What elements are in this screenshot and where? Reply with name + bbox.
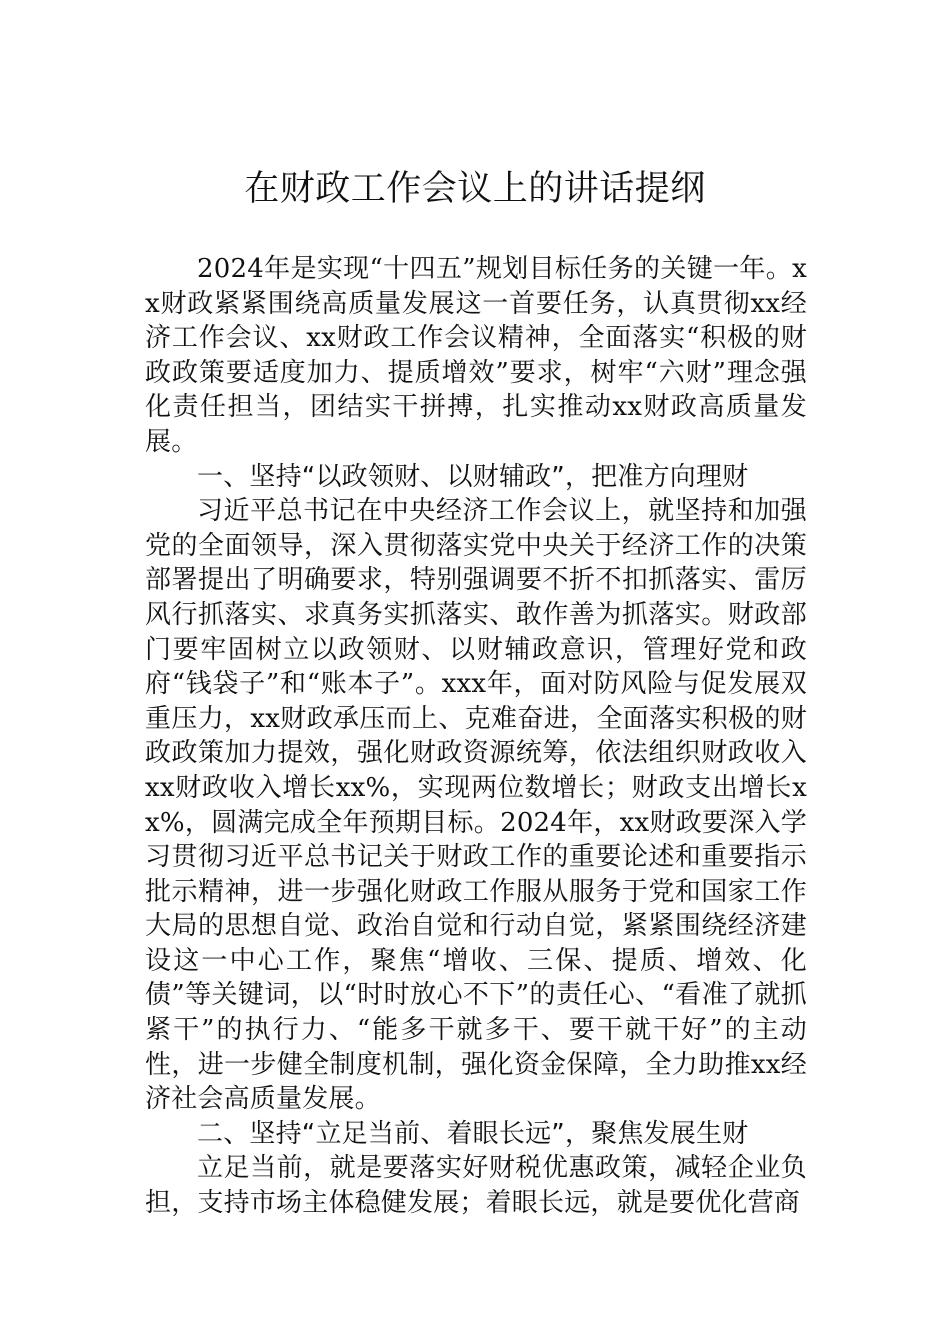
section-heading-1: 一、坚持“以政领财、以财辅政”，把准方向理财: [197, 461, 749, 492]
document-title: 在财政工作会议上的讲话提纲: [244, 169, 706, 209]
paragraph-section-1: 习近平总书记在中央经济工作会议上，就坚持和加强党的全面领导，深入贯彻落实党中央关于经济工作的决策部署提出了明确要求，特别强调要不折不扣抓落实、雷厉风行抓落实、求真务实抓落实、敢作善为抓落实。财政部门要牢固树立以政领财、以财辅政意识，管理好党和政府“钱袋子”和“账本子”。xxx年，面对防风险与促发展双重压力，xx财政承压而上、克难奋进，全面落实积极的财政政策加力提效，强化财政资源统筹，依法组织财政收入xx财政收入增长xx%，实现两位数增长；财政支出增长xx%，圆满完成全年预期目标。2024年，xx财政要深入学习贯彻习近平总书记关于财政工作的重要论述和重要指示批示精神，进一步强化财政工作服从服务于党和国家工作大局的思想自觉、政治自觉和行动自觉，紧紧围绕经济建设这一中心工作，聚焦“增收、三保、提质、增效、化债”等关键词，以“时时放心不下”的责任心、“看准了就抓紧干”的执行力、“能多干就多干、要干就干好”的主动性，进一步健全制度机制，强化资金保障，全力助推xx经济社会高质量发展。: [145, 496, 807, 1115]
section-heading-2: 二、坚持“立足当前、着眼长远”，聚焦发展生财: [197, 1118, 749, 1149]
document-body: [145, 252, 807, 1221]
paragraph-intro: 2024年是实现“十四五”规划目标任务的关键一年。xx财政紧紧围绕高质量发展这一首要任务，认真贯彻xx经济工作会议、xx财政工作会议精神，全面落实“积极的财政政策要适度加力、提质增效”要求，树牢“六财”理念强化责任担当，团结实干拼搏，扎实推动xx财政高质量发展。: [145, 254, 807, 457]
paragraph-section-2: 立足当前，就是要落实好财税优惠政策，减轻企业负担，支持市场主体稳健发展；着眼长远，就是要优化营商: [145, 1153, 807, 1219]
